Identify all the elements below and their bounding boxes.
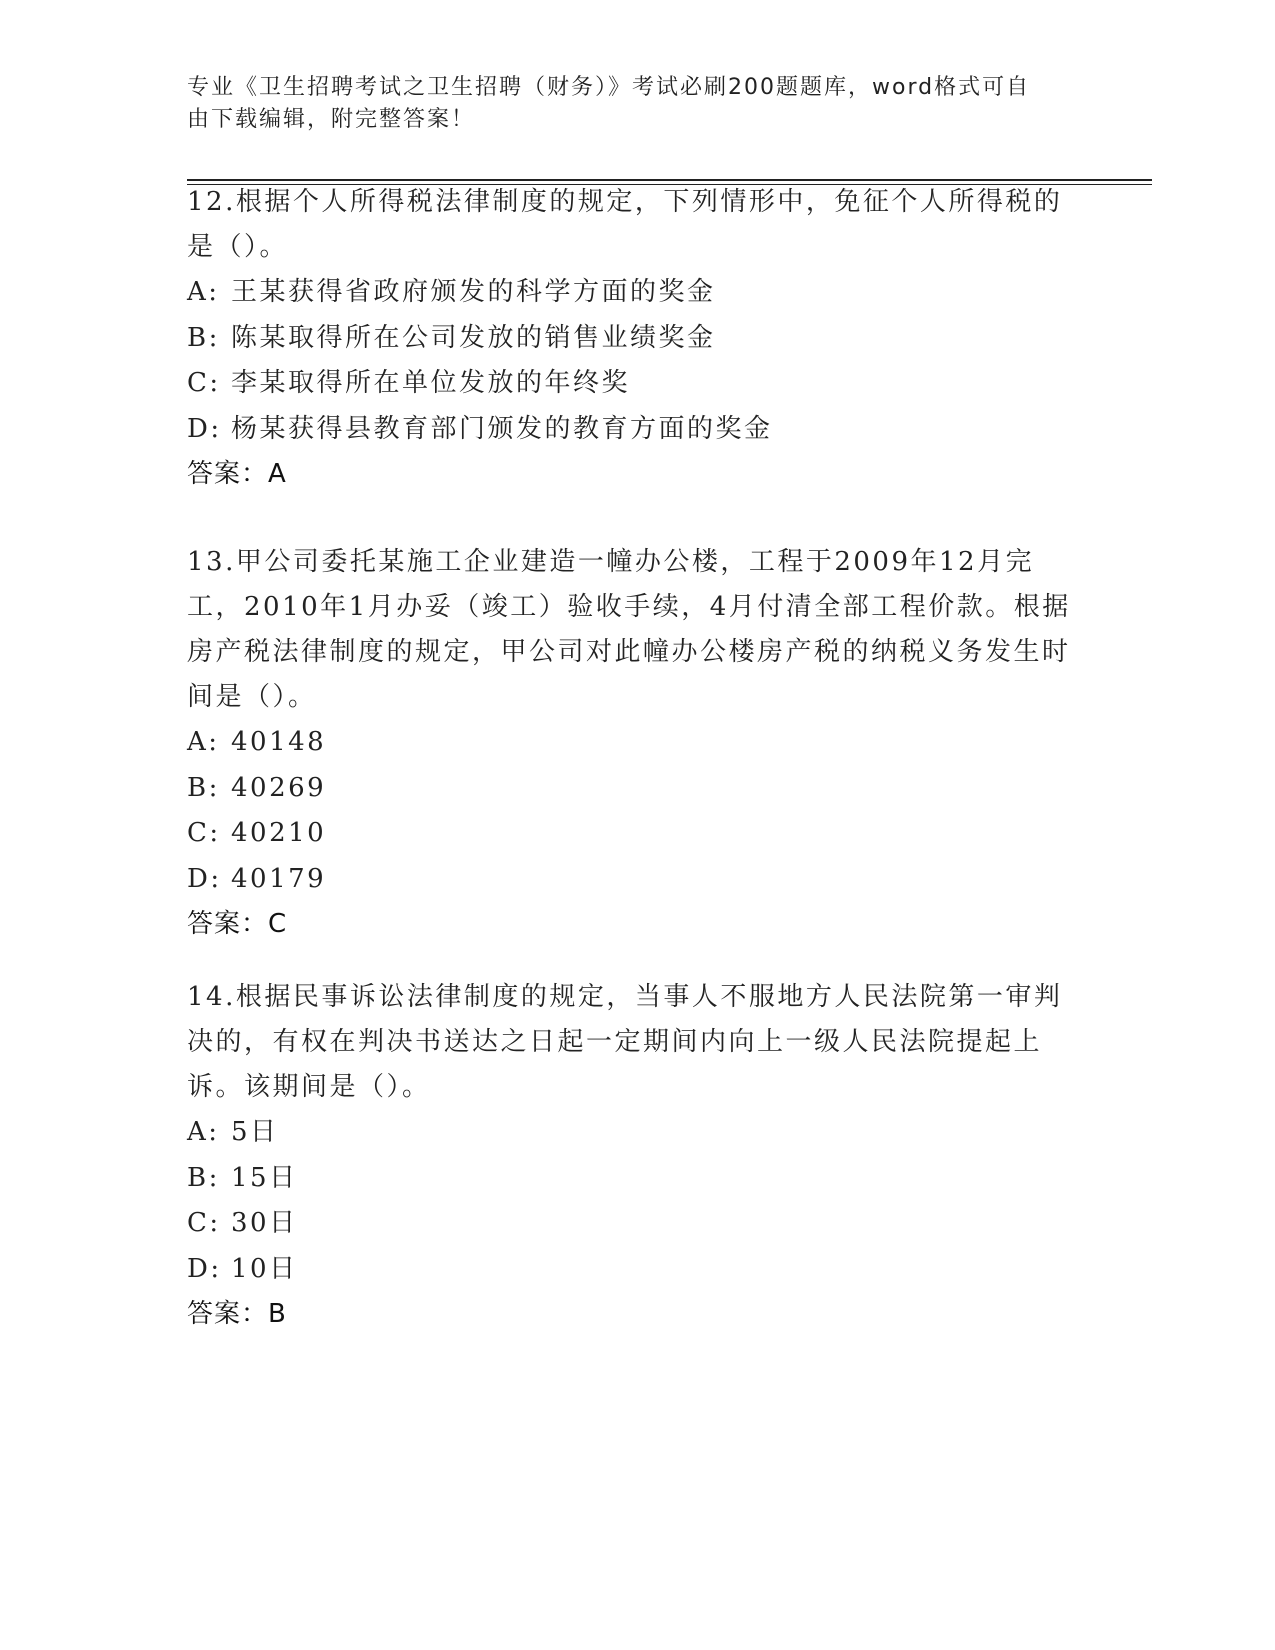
option-d: D: 40179 — [187, 863, 327, 894]
option-c: C: 30日 — [187, 1208, 298, 1238]
option-a: A: 5日 — [187, 1117, 279, 1147]
question-stem: 14.根据民事诉讼法律制度的规定，当事人不服地方人民法院第一审判决的，有权在判决书送达之日起一定期间内向上一级人民法院提起上诉。该期间是（）。 — [187, 982, 1063, 1102]
header-line-1: 专业《卫生招聘考试之卫生招聘（财务）》考试必刷200题题库，word格式可自 — [187, 75, 1031, 100]
question-12 — [187, 180, 1087, 497]
option-b: B: 40269 — [187, 772, 327, 803]
option-a: A: 40148 — [187, 727, 327, 757]
answer-label: 答案：C — [187, 909, 288, 939]
answer-label: 答案：A — [187, 459, 287, 489]
question-stem: 12.根据个人所得税法律制度的规定，下列情形中，免征个人所得税的是（）。 — [187, 187, 1063, 262]
option-b: B: 陈某取得所在公司发放的销售业绩奖金 — [187, 322, 716, 353]
option-d: D: 杨某获得县教育部门颁发的教育方面的奖金 — [187, 413, 773, 444]
option-c: C: 40210 — [187, 818, 327, 848]
option-a: A: 王某获得省政府颁发的科学方面的奖金 — [187, 277, 716, 307]
question-14 — [187, 975, 1087, 1337]
question-13 — [187, 540, 1087, 947]
header-line-2: 由下载编辑，附完整答案！ — [187, 107, 476, 132]
option-d: D: 10日 — [187, 1253, 298, 1284]
option-b: B: 15日 — [187, 1162, 298, 1193]
document-header — [187, 72, 1087, 136]
answer-label: 答案：B — [187, 1299, 287, 1329]
option-c: C: 李某取得所在单位发放的年终奖 — [187, 368, 631, 398]
question-stem: 13.甲公司委托某施工企业建造一幢办公楼，工程于2009年12月完工，2010年1月办妥（竣工）验收手续，4月付清全部工程价款。根据房产税法律制度的规定，甲公司对此幢办公楼房产税的纳税义务发生时间是（）。 — [187, 547, 1071, 712]
